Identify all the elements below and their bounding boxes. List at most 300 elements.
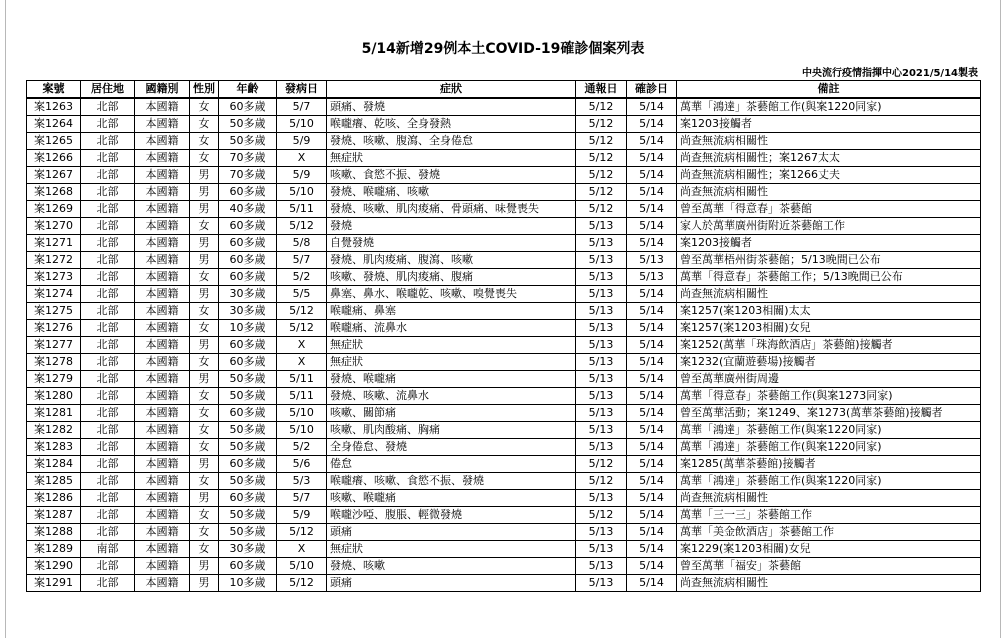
cell-symptoms: 喉嚨癢、乾咳、全身發熱 bbox=[327, 116, 576, 133]
cell-confirm-date: 5/14 bbox=[627, 575, 677, 592]
cell-residence: 北部 bbox=[81, 303, 135, 320]
cell-age: 10多歲 bbox=[219, 575, 277, 592]
cell-remarks: 尚查無流病相關性 bbox=[677, 133, 981, 150]
table-row bbox=[27, 405, 981, 422]
cell-case-no: 案1276 bbox=[27, 320, 81, 337]
cell-remarks: 萬華「美金飲酒店」茶藝館工作 bbox=[677, 524, 981, 541]
cell-onset-date: 5/7 bbox=[277, 98, 327, 116]
cell-onset-date: 5/7 bbox=[277, 490, 327, 507]
cell-case-no: 案1287 bbox=[27, 507, 81, 524]
cell-sex: 女 bbox=[190, 541, 219, 558]
cell-sex: 男 bbox=[190, 337, 219, 354]
cell-nationality: 本國籍 bbox=[135, 439, 190, 456]
table-row bbox=[27, 116, 981, 133]
cell-age: 60多歲 bbox=[219, 456, 277, 473]
cell-sex: 女 bbox=[190, 354, 219, 371]
cell-confirm-date: 5/14 bbox=[627, 405, 677, 422]
cell-report-date: 5/13 bbox=[576, 286, 627, 303]
cell-residence: 北部 bbox=[81, 456, 135, 473]
cell-age: 60多歲 bbox=[219, 235, 277, 252]
header-report-date: 通報日 bbox=[576, 81, 627, 99]
cell-symptoms: 咳嗽、發燒、肌肉痠痛、腹痛 bbox=[327, 269, 576, 286]
cell-nationality: 本國籍 bbox=[135, 541, 190, 558]
cell-onset-date: 5/2 bbox=[277, 269, 327, 286]
cell-sex: 男 bbox=[190, 490, 219, 507]
cell-nationality: 本國籍 bbox=[135, 320, 190, 337]
cell-onset-date: 5/8 bbox=[277, 235, 327, 252]
cell-case-no: 案1274 bbox=[27, 286, 81, 303]
cell-remarks: 尚查無流病相關性；案1267太太 bbox=[677, 150, 981, 167]
cell-nationality: 本國籍 bbox=[135, 490, 190, 507]
cell-age: 50多歲 bbox=[219, 116, 277, 133]
header-remarks: 備註 bbox=[677, 81, 981, 99]
cell-remarks: 萬華「鴻達」茶藝館工作(與案1220同家) bbox=[677, 98, 981, 116]
cell-residence: 北部 bbox=[81, 320, 135, 337]
cell-onset-date: 5/6 bbox=[277, 456, 327, 473]
cell-case-no: 案1264 bbox=[27, 116, 81, 133]
cell-sex: 女 bbox=[190, 405, 219, 422]
cell-symptoms: 發燒、咳嗽、腹瀉、全身倦怠 bbox=[327, 133, 576, 150]
table-row bbox=[27, 388, 981, 405]
cell-confirm-date: 5/14 bbox=[627, 524, 677, 541]
cell-remarks: 曾至萬華「得意春」茶藝館 bbox=[677, 201, 981, 218]
page-title: 5/14新增29例本土COVID-19確診個案列表 bbox=[361, 41, 645, 57]
cell-symptoms: 頭痛 bbox=[327, 575, 576, 592]
cell-report-date: 5/12 bbox=[576, 98, 627, 116]
cell-residence: 北部 bbox=[81, 116, 135, 133]
cell-symptoms: 咳嗽、關節痛 bbox=[327, 405, 576, 422]
cell-case-no: 案1286 bbox=[27, 490, 81, 507]
cell-symptoms: 倦怠 bbox=[327, 456, 576, 473]
table-row bbox=[27, 473, 981, 490]
cell-onset-date: 5/11 bbox=[277, 388, 327, 405]
cell-case-no: 案1285 bbox=[27, 473, 81, 490]
cell-report-date: 5/12 bbox=[576, 167, 627, 184]
cell-symptoms: 發燒、喉嚨痛 bbox=[327, 371, 576, 388]
table-row bbox=[27, 167, 981, 184]
cell-report-date: 5/13 bbox=[576, 337, 627, 354]
cell-remarks: 萬華「得意春」茶藝館工作(與案1273同家) bbox=[677, 388, 981, 405]
cell-residence: 北部 bbox=[81, 490, 135, 507]
cell-nationality: 本國籍 bbox=[135, 354, 190, 371]
cell-remarks: 萬華「鴻達」茶藝館工作(與案1220同家) bbox=[677, 422, 981, 439]
cell-age: 60多歲 bbox=[219, 218, 277, 235]
table-row bbox=[27, 184, 981, 201]
cell-confirm-date: 5/13 bbox=[627, 252, 677, 269]
cell-case-no: 案1275 bbox=[27, 303, 81, 320]
cell-case-no: 案1270 bbox=[27, 218, 81, 235]
cell-age: 50多歲 bbox=[219, 371, 277, 388]
cell-confirm-date: 5/14 bbox=[627, 98, 677, 116]
header-nationality: 國籍別 bbox=[135, 81, 190, 99]
header-symptoms: 症狀 bbox=[327, 81, 576, 99]
cell-onset-date: 5/11 bbox=[277, 201, 327, 218]
cell-case-no: 案1267 bbox=[27, 167, 81, 184]
cell-residence: 北部 bbox=[81, 201, 135, 218]
cell-residence: 北部 bbox=[81, 524, 135, 541]
cell-sex: 女 bbox=[190, 218, 219, 235]
cell-confirm-date: 5/14 bbox=[627, 473, 677, 490]
cell-residence: 北部 bbox=[81, 405, 135, 422]
cell-age: 70多歲 bbox=[219, 150, 277, 167]
cell-report-date: 5/13 bbox=[576, 524, 627, 541]
cell-nationality: 本國籍 bbox=[135, 235, 190, 252]
cell-confirm-date: 5/14 bbox=[627, 201, 677, 218]
cell-residence: 北部 bbox=[81, 184, 135, 201]
cell-sex: 男 bbox=[190, 235, 219, 252]
cell-confirm-date: 5/14 bbox=[627, 167, 677, 184]
cell-residence: 南部 bbox=[81, 541, 135, 558]
cell-case-no: 案1273 bbox=[27, 269, 81, 286]
cell-onset-date: 5/10 bbox=[277, 558, 327, 575]
cell-age: 70多歲 bbox=[219, 167, 277, 184]
cell-remarks: 曾至萬華廣州街周邊 bbox=[677, 371, 981, 388]
cell-case-no: 案1268 bbox=[27, 184, 81, 201]
cell-case-no: 案1265 bbox=[27, 133, 81, 150]
cell-residence: 北部 bbox=[81, 507, 135, 524]
cell-onset-date: 5/9 bbox=[277, 167, 327, 184]
cell-age: 60多歲 bbox=[219, 490, 277, 507]
cell-sex: 女 bbox=[190, 388, 219, 405]
cell-confirm-date: 5/14 bbox=[627, 558, 677, 575]
cell-nationality: 本國籍 bbox=[135, 116, 190, 133]
cell-residence: 北部 bbox=[81, 354, 135, 371]
page-border-right bbox=[1000, 0, 1001, 638]
issuer-note: 中央流行疫情指揮中心2021/5/14製表 bbox=[801, 68, 978, 79]
cell-nationality: 本國籍 bbox=[135, 507, 190, 524]
cell-residence: 北部 bbox=[81, 150, 135, 167]
cell-age: 50多歲 bbox=[219, 524, 277, 541]
cell-onset-date: 5/9 bbox=[277, 133, 327, 150]
cell-age: 40多歲 bbox=[219, 201, 277, 218]
cell-confirm-date: 5/14 bbox=[627, 422, 677, 439]
cell-residence: 北部 bbox=[81, 252, 135, 269]
cell-sex: 男 bbox=[190, 575, 219, 592]
cell-report-date: 5/13 bbox=[576, 422, 627, 439]
cell-report-date: 5/12 bbox=[576, 184, 627, 201]
cell-confirm-date: 5/14 bbox=[627, 235, 677, 252]
cell-confirm-date: 5/13 bbox=[627, 269, 677, 286]
cell-onset-date: X bbox=[277, 354, 327, 371]
cell-sex: 女 bbox=[190, 116, 219, 133]
cell-case-no: 案1278 bbox=[27, 354, 81, 371]
cell-age: 60多歲 bbox=[219, 354, 277, 371]
cell-residence: 北部 bbox=[81, 337, 135, 354]
table-row bbox=[27, 235, 981, 252]
cell-onset-date: 5/5 bbox=[277, 286, 327, 303]
cell-onset-date: 5/2 bbox=[277, 439, 327, 456]
cell-remarks: 案1252(萬華「珠海飲酒店」茶藝館)接觸者 bbox=[677, 337, 981, 354]
cell-sex: 女 bbox=[190, 269, 219, 286]
cell-residence: 北部 bbox=[81, 235, 135, 252]
cell-symptoms: 喉嚨癢、咳嗽、食慾不振、發燒 bbox=[327, 473, 576, 490]
cell-remarks: 案1232(宜蘭遊藝場)接觸者 bbox=[677, 354, 981, 371]
cell-report-date: 5/13 bbox=[576, 575, 627, 592]
cell-remarks: 案1257(案1203相關)女兒 bbox=[677, 320, 981, 337]
cell-remarks: 曾至萬華「福安」茶藝館 bbox=[677, 558, 981, 575]
cell-age: 50多歲 bbox=[219, 422, 277, 439]
header-case-no: 案號 bbox=[27, 81, 81, 99]
cell-confirm-date: 5/14 bbox=[627, 541, 677, 558]
cell-age: 60多歲 bbox=[219, 337, 277, 354]
cell-residence: 北部 bbox=[81, 388, 135, 405]
cell-age: 60多歲 bbox=[219, 184, 277, 201]
table-row bbox=[27, 354, 981, 371]
header-sex: 性別 bbox=[190, 81, 219, 99]
cell-confirm-date: 5/14 bbox=[627, 320, 677, 337]
cell-symptoms: 無症狀 bbox=[327, 354, 576, 371]
cell-remarks: 尚查無流病相關性 bbox=[677, 286, 981, 303]
table-row bbox=[27, 490, 981, 507]
cell-nationality: 本國籍 bbox=[135, 98, 190, 116]
cell-sex: 男 bbox=[190, 456, 219, 473]
cell-case-no: 案1284 bbox=[27, 456, 81, 473]
cell-case-no: 案1280 bbox=[27, 388, 81, 405]
cell-age: 60多歲 bbox=[219, 98, 277, 116]
cell-age: 60多歲 bbox=[219, 252, 277, 269]
cell-case-no: 案1282 bbox=[27, 422, 81, 439]
table-row bbox=[27, 320, 981, 337]
cell-symptoms: 喉嚨痛、流鼻水 bbox=[327, 320, 576, 337]
header-onset-date: 發病日 bbox=[277, 81, 327, 99]
cell-report-date: 5/12 bbox=[576, 116, 627, 133]
cell-report-date: 5/13 bbox=[576, 320, 627, 337]
cell-symptoms: 鼻塞、鼻水、喉嚨乾、咳嗽、嗅覺喪失 bbox=[327, 286, 576, 303]
table-row bbox=[27, 371, 981, 388]
page-border-left bbox=[5, 0, 6, 638]
table-row bbox=[27, 201, 981, 218]
cell-confirm-date: 5/14 bbox=[627, 150, 677, 167]
table-row bbox=[27, 456, 981, 473]
cell-confirm-date: 5/14 bbox=[627, 439, 677, 456]
cell-onset-date: 5/7 bbox=[277, 252, 327, 269]
cell-remarks: 案1285(萬華茶藝館)接觸者 bbox=[677, 456, 981, 473]
cell-age: 50多歲 bbox=[219, 507, 277, 524]
cell-report-date: 5/13 bbox=[576, 405, 627, 422]
cell-sex: 男 bbox=[190, 371, 219, 388]
cell-nationality: 本國籍 bbox=[135, 269, 190, 286]
cell-remarks: 案1229(案1203相關)女兒 bbox=[677, 541, 981, 558]
cell-symptoms: 咳嗽、食慾不振、發燒 bbox=[327, 167, 576, 184]
cell-symptoms: 喉嚨痛、鼻塞 bbox=[327, 303, 576, 320]
cell-residence: 北部 bbox=[81, 133, 135, 150]
cell-confirm-date: 5/14 bbox=[627, 371, 677, 388]
cell-report-date: 5/13 bbox=[576, 235, 627, 252]
cell-residence: 北部 bbox=[81, 167, 135, 184]
table-row bbox=[27, 337, 981, 354]
cell-remarks: 家人於萬華廣州街附近茶藝館工作 bbox=[677, 218, 981, 235]
cell-nationality: 本國籍 bbox=[135, 405, 190, 422]
cell-age: 10多歲 bbox=[219, 320, 277, 337]
cell-sex: 男 bbox=[190, 167, 219, 184]
header-residence: 居住地 bbox=[81, 81, 135, 99]
cell-case-no: 案1269 bbox=[27, 201, 81, 218]
cell-age: 30多歲 bbox=[219, 303, 277, 320]
cell-case-no: 案1272 bbox=[27, 252, 81, 269]
cell-nationality: 本國籍 bbox=[135, 303, 190, 320]
cell-sex: 男 bbox=[190, 252, 219, 269]
cell-confirm-date: 5/14 bbox=[627, 184, 677, 201]
cell-symptoms: 頭痛 bbox=[327, 524, 576, 541]
cell-symptoms: 無症狀 bbox=[327, 150, 576, 167]
cell-case-no: 案1291 bbox=[27, 575, 81, 592]
cell-symptoms: 咳嗽、喉嚨痛 bbox=[327, 490, 576, 507]
cell-nationality: 本國籍 bbox=[135, 150, 190, 167]
cell-age: 60多歲 bbox=[219, 405, 277, 422]
cell-report-date: 5/13 bbox=[576, 354, 627, 371]
cell-sex: 女 bbox=[190, 320, 219, 337]
cell-symptoms: 無症狀 bbox=[327, 541, 576, 558]
cell-nationality: 本國籍 bbox=[135, 286, 190, 303]
cell-onset-date: 5/12 bbox=[277, 218, 327, 235]
table-row bbox=[27, 439, 981, 456]
cell-residence: 北部 bbox=[81, 422, 135, 439]
table-row bbox=[27, 98, 981, 116]
header-confirm-date: 確診日 bbox=[627, 81, 677, 99]
cell-age: 60多歲 bbox=[219, 558, 277, 575]
cell-confirm-date: 5/14 bbox=[627, 218, 677, 235]
cell-report-date: 5/12 bbox=[576, 133, 627, 150]
cell-onset-date: 5/12 bbox=[277, 303, 327, 320]
cell-report-date: 5/13 bbox=[576, 388, 627, 405]
cell-sex: 男 bbox=[190, 558, 219, 575]
cell-report-date: 5/13 bbox=[576, 218, 627, 235]
cell-onset-date: 5/10 bbox=[277, 184, 327, 201]
cell-onset-date: 5/12 bbox=[277, 524, 327, 541]
cell-report-date: 5/13 bbox=[576, 558, 627, 575]
cell-onset-date: 5/10 bbox=[277, 422, 327, 439]
cell-remarks: 尚查無流病相關性；案1266丈夫 bbox=[677, 167, 981, 184]
cell-nationality: 本國籍 bbox=[135, 456, 190, 473]
cell-sex: 女 bbox=[190, 98, 219, 116]
cell-remarks: 案1203接觸者 bbox=[677, 116, 981, 133]
cell-nationality: 本國籍 bbox=[135, 167, 190, 184]
cell-age: 30多歲 bbox=[219, 541, 277, 558]
cell-onset-date: 5/3 bbox=[277, 473, 327, 490]
cell-nationality: 本國籍 bbox=[135, 184, 190, 201]
cell-remarks: 尚查無流病相關性 bbox=[677, 575, 981, 592]
cell-onset-date: 5/9 bbox=[277, 507, 327, 524]
cell-onset-date: X bbox=[277, 337, 327, 354]
cell-symptoms: 發燒、咳嗽、肌肉痠痛、骨頭痛、味覺喪失 bbox=[327, 201, 576, 218]
cell-remarks: 尚查無流病相關性 bbox=[677, 490, 981, 507]
cell-symptoms: 咳嗽、肌肉酸痛、胸痛 bbox=[327, 422, 576, 439]
table-row bbox=[27, 286, 981, 303]
table-row bbox=[27, 252, 981, 269]
cell-report-date: 5/12 bbox=[576, 507, 627, 524]
cell-case-no: 案1271 bbox=[27, 235, 81, 252]
cell-sex: 女 bbox=[190, 133, 219, 150]
cell-nationality: 本國籍 bbox=[135, 252, 190, 269]
cell-symptoms: 發燒、咳嗽 bbox=[327, 558, 576, 575]
table-row bbox=[27, 269, 981, 286]
cell-symptoms: 無症狀 bbox=[327, 337, 576, 354]
cell-nationality: 本國籍 bbox=[135, 133, 190, 150]
cell-case-no: 案1277 bbox=[27, 337, 81, 354]
cell-sex: 男 bbox=[190, 184, 219, 201]
cell-nationality: 本國籍 bbox=[135, 388, 190, 405]
cell-case-no: 案1290 bbox=[27, 558, 81, 575]
cell-case-no: 案1289 bbox=[27, 541, 81, 558]
cell-age: 50多歲 bbox=[219, 388, 277, 405]
table-row bbox=[27, 150, 981, 167]
cell-confirm-date: 5/14 bbox=[627, 456, 677, 473]
table-row bbox=[27, 575, 981, 592]
cell-nationality: 本國籍 bbox=[135, 575, 190, 592]
cell-residence: 北部 bbox=[81, 473, 135, 490]
cell-nationality: 本國籍 bbox=[135, 371, 190, 388]
cell-sex: 女 bbox=[190, 439, 219, 456]
cell-residence: 北部 bbox=[81, 218, 135, 235]
table-row bbox=[27, 507, 981, 524]
cell-onset-date: X bbox=[277, 541, 327, 558]
cell-onset-date: 5/11 bbox=[277, 371, 327, 388]
table-body bbox=[27, 98, 981, 592]
cell-residence: 北部 bbox=[81, 439, 135, 456]
cell-confirm-date: 5/14 bbox=[627, 354, 677, 371]
cell-confirm-date: 5/14 bbox=[627, 388, 677, 405]
cell-sex: 女 bbox=[190, 473, 219, 490]
cell-remarks: 萬華「鴻達」茶藝館工作(與案1220同家) bbox=[677, 473, 981, 490]
cell-sex: 男 bbox=[190, 201, 219, 218]
cell-case-no: 案1279 bbox=[27, 371, 81, 388]
cell-symptoms: 頭痛、發燒 bbox=[327, 98, 576, 116]
cell-symptoms: 喉嚨沙啞、腹脹、輕微發燒 bbox=[327, 507, 576, 524]
cell-sex: 女 bbox=[190, 150, 219, 167]
cell-age: 50多歲 bbox=[219, 133, 277, 150]
cell-sex: 男 bbox=[190, 286, 219, 303]
cell-nationality: 本國籍 bbox=[135, 337, 190, 354]
cell-age: 50多歲 bbox=[219, 473, 277, 490]
table-row bbox=[27, 303, 981, 320]
cell-onset-date: X bbox=[277, 150, 327, 167]
cell-nationality: 本國籍 bbox=[135, 524, 190, 541]
cell-symptoms: 發燒、肌肉痠痛、腹瀉、咳嗽 bbox=[327, 252, 576, 269]
cell-confirm-date: 5/14 bbox=[627, 133, 677, 150]
cell-confirm-date: 5/14 bbox=[627, 507, 677, 524]
cell-report-date: 5/12 bbox=[576, 201, 627, 218]
header-age: 年齡 bbox=[219, 81, 277, 99]
cell-remarks: 萬華「三一三」茶藝館工作 bbox=[677, 507, 981, 524]
cell-report-date: 5/13 bbox=[576, 303, 627, 320]
cell-report-date: 5/13 bbox=[576, 439, 627, 456]
cell-age: 30多歲 bbox=[219, 286, 277, 303]
cell-remarks: 案1257(案1203相關)太太 bbox=[677, 303, 981, 320]
table-header-row bbox=[27, 81, 981, 99]
cell-age: 60多歲 bbox=[219, 269, 277, 286]
cell-remarks: 曾至萬華活動；案1249、案1273(萬華茶藝館)接觸者 bbox=[677, 405, 981, 422]
cell-case-no: 案1281 bbox=[27, 405, 81, 422]
cell-nationality: 本國籍 bbox=[135, 558, 190, 575]
cell-confirm-date: 5/14 bbox=[627, 116, 677, 133]
cell-residence: 北部 bbox=[81, 269, 135, 286]
cell-report-date: 5/13 bbox=[576, 269, 627, 286]
cell-residence: 北部 bbox=[81, 98, 135, 116]
cell-remarks: 萬華「得意春」茶藝館工作；5/13晚間已公布 bbox=[677, 269, 981, 286]
cell-symptoms: 發燒、咳嗽、流鼻水 bbox=[327, 388, 576, 405]
case-table bbox=[26, 80, 981, 592]
cell-sex: 女 bbox=[190, 422, 219, 439]
cell-report-date: 5/12 bbox=[576, 150, 627, 167]
cell-nationality: 本國籍 bbox=[135, 473, 190, 490]
cell-report-date: 5/13 bbox=[576, 541, 627, 558]
cell-symptoms: 發燒、喉嚨痛、咳嗽 bbox=[327, 184, 576, 201]
cell-onset-date: 5/10 bbox=[277, 405, 327, 422]
cell-report-date: 5/13 bbox=[576, 252, 627, 269]
cell-report-date: 5/12 bbox=[576, 456, 627, 473]
cell-confirm-date: 5/14 bbox=[627, 490, 677, 507]
cell-nationality: 本國籍 bbox=[135, 201, 190, 218]
